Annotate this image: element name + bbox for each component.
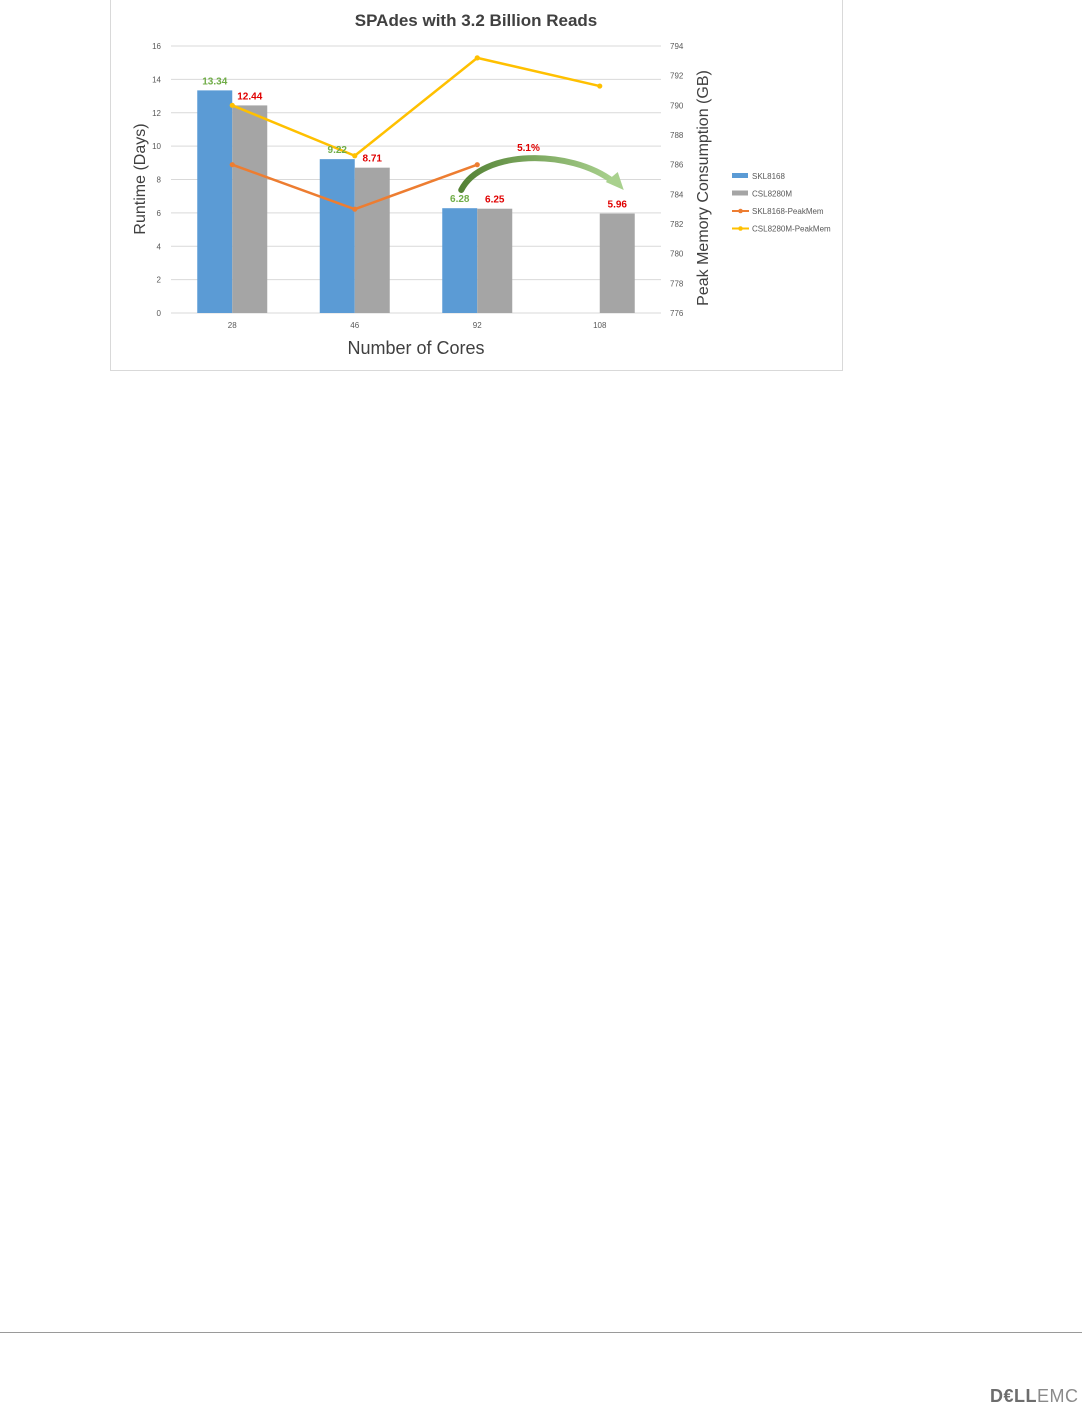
right-tick-label: 788 [670,131,684,140]
line-point [230,103,235,108]
legend-label: CSL8280M-PeakMem [752,224,831,234]
left-axis-ticks [152,42,161,318]
footer-divider [0,1332,1082,1333]
bar-csl8280m [600,214,635,313]
bar-skl8168 [197,90,232,313]
bar-csl8280m [232,105,267,313]
left-tick-label: 2 [156,275,161,285]
data-label: 12.44 [237,91,263,103]
line-point [352,207,357,212]
y-axis-label: Runtime (Days) [132,123,149,235]
left-tick-label: 6 [156,208,161,218]
annotation [461,143,624,190]
x-tick-label: 92 [472,321,482,330]
line-point [352,153,357,158]
legend-label: SKL8168-PeakMem [752,207,824,216]
legend-marker [738,226,743,231]
right-tick-label: 780 [670,249,684,259]
bar-csl8280m [355,168,390,313]
left-tick-label: 8 [156,175,161,185]
legend-swatch [732,191,748,196]
right-tick-label: 794 [670,42,684,51]
right-tick-label: 786 [670,160,684,170]
right-tick-label: 784 [670,190,684,200]
line-point [230,162,235,167]
bar-csl8280m [477,209,512,313]
data-label: 5.96 [607,199,627,211]
left-tick-label: 16 [152,42,161,51]
line-point [475,162,480,167]
legend-swatch [732,173,748,178]
legend-label: CSL8280M [752,189,793,199]
left-tick-label: 4 [156,242,161,252]
line-point [597,83,602,88]
annotation-label: 5.1% [517,143,540,154]
data-label: 9.22 [327,145,347,157]
chart [0,0,1082,400]
right-tick-label: 790 [670,101,684,111]
line-csl8280m-peakmem [232,58,600,156]
left-tick-label: 0 [156,309,161,318]
data-label: 6.25 [485,194,505,206]
legend [732,172,831,234]
x-tick-label: 28 [227,321,237,330]
data-label: 13.34 [202,76,228,88]
legend-marker [738,209,743,214]
right-tick-label: 778 [670,279,684,289]
x-tick-label: 108 [593,321,607,330]
lines [230,55,603,212]
annotation-arrow [461,158,614,190]
bar-skl8168 [442,208,477,313]
dell-emc-logo: D€LLEMC [990,1386,1079,1406]
chart-title: SPAdes with 3.2 Billion Reads [354,11,598,30]
right-tick-label: 782 [670,220,684,229]
right-tick-label: 792 [670,71,684,81]
data-label: 8.71 [362,153,382,165]
left-tick-label: 10 [152,142,161,152]
data-label: 6.28 [450,194,470,206]
left-tick-label: 12 [152,108,161,118]
x-axis-label: Number of Cores [347,338,485,358]
x-tick-label: 46 [350,321,360,330]
x-axis-ticks [228,321,607,330]
line-point [475,55,480,60]
right-axis-ticks [670,42,684,318]
bar-skl8168 [320,159,355,313]
legend-label: SKL8168 [752,172,785,181]
left-tick-label: 14 [152,75,161,85]
right-tick-label: 776 [670,309,684,318]
y2-axis-label: Peak Memory Consumption (GB) [695,70,712,306]
